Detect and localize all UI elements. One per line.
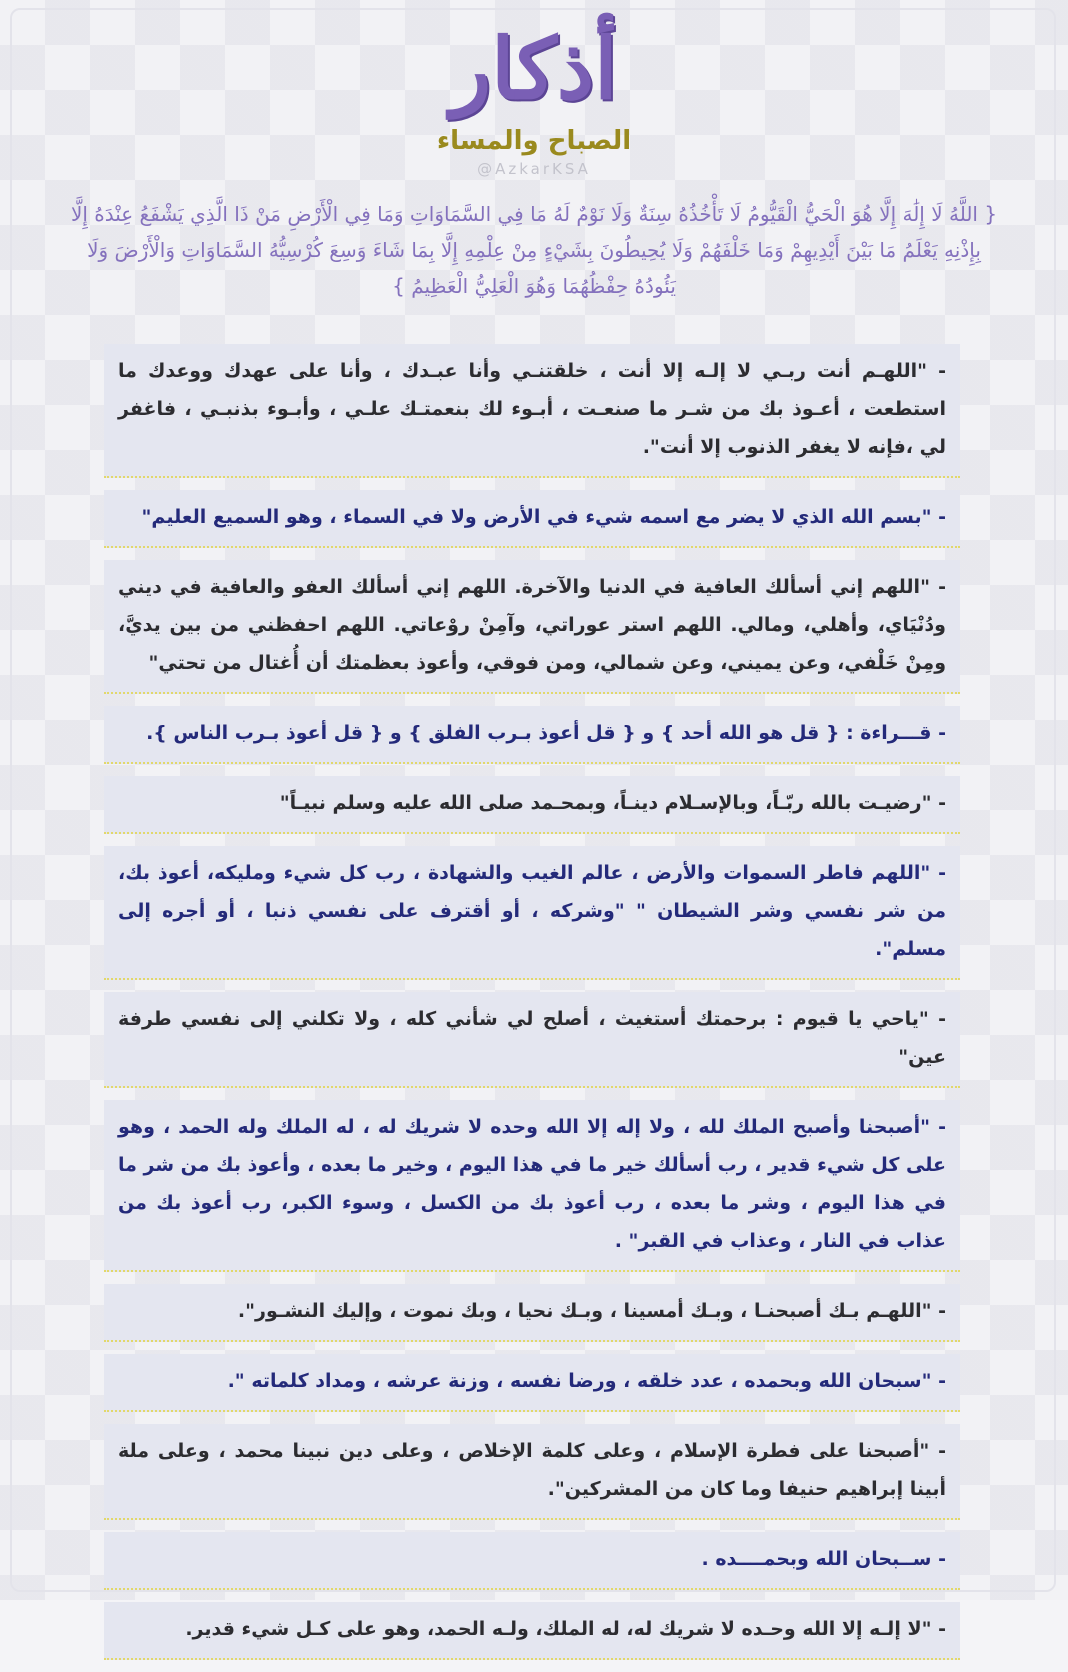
ayat-al-kursi: { اللَّهُ لَا إِلَٰهَ إِلَّا هُوَ الْحَيُّ الْقَيُّومُ لَا تَأْخُذُهُ سِنَةٌ وَلَا نَوْمٌ لَهُ مَا فِي السَّمَاوَاتِ وَمَا فِي الْأَرْضِ مَنْ ذَا الَّذِي يَشْفَعُ عِنْدَهُ إِلَّا بِإِذْنِهِ يَعْلَمُ مَا بَيْنَ أَيْدِيهِمْ وَمَا خَلْفَهُمْ وَلَا يُحِيطُونَ بِشَيْءٍ مِنْ عِلْمِهِ إِلَّا بِمَا شَاءَ وَسِعَ كُرْسِيُّهُ السَّمَاوَاتِ وَالْأَرْضَ وَلَا يَئُودُهُ حِفْظُهُمَا وَهُوَ الْعَلِيُّ الْعَظِيمُ } [70,202,998,298]
dua-item: - "لا إلـه إلا الله وحـده لا شريك له، له الملك، ولـه الحمد، وهو على كـل شيء قدير. [104,1602,960,1660]
header [0,14,1068,194]
dua-item: - "ياحي يا قيوم : برحمتك أستغيث ، أصلح لي شأني كله ، ولا تكلني إلى نفسي طرفة عين" [104,992,960,1088]
dua-item: - "اللهم إني أسألك العافية في الدنيا والآخرة. اللهم إني أسألك العفو والعافية في ديني ودُنْيَاي، وأهلي، ومالي. اللهم استر عوراتي، وآمِنْ روْعاتي. اللهم احفظني من بين يديَّ، ومِنْ خَلْفي، وعن يميني، وعن شمالي، ومن فوقي، وأعوذ بعظمتك أن أُغتال من تحتي" [104,560,960,694]
dua-item: - "سبحان الله وبحمده ، عدد خلقه ، ورضا نفسه ، وزنة عرشه ، ومداد كلماته ". [104,1354,960,1412]
dua-item: - ســبحان الله وبحمــــده . [104,1532,960,1590]
dua-item: - "أصبحنا وأصبح الملك لله ، ولا إله إلا الله وحده لا شريك له ، له الملك وله الحمد ، وهو على كل شيء قدير ، رب أسألك خير ما في هذا اليوم ، وخير ما بعده ، وأعوذ بك من شر ما في هذا اليوم ، وشر ما بعده ، رب أعوذ بك من الكسل ، وسوء الكبر، رب أعوذ بك من عذاب في النار ، وعذاب في القبر" . [104,1100,960,1272]
dua-item: - "اللهـم بـك أصبحنـا ، وبـك أمسينا ، وبـك نحيا ، وبك نموت ، وإليك النشـور". [104,1284,960,1342]
dua-item: - "بسم الله الذي لا يضر مع اسمه شيء في الأرض ولا في السماء ، وهو السميع العليم" [104,490,960,548]
social-handle: @AzkarKSA [477,160,591,178]
dua-item: - "اللهم فاطر السموات والأرض ، عالم الغيب والشهادة ، رب كل شيء ومليكه، أعوذ بك، من شر نفسي وشر الشيطان " "وشركه ، أو أقترف على نفسي ذنبا ، أو أجره إلى مسلم". [104,846,960,980]
dua-list [104,344,960,1672]
dua-item: - "أصبحنا على فطرة الإسلام ، وعلى كلمة الإخلاص ، وعلى دين نبينا محمد ، وعلى ملة أبينا إبراهيم حنيفا وما كان من المشركين". [104,1424,960,1520]
dua-item: - "رضيـت بالله ربّـاً، وبالإسـلام دينـاً، وبمحـمد صلى الله عليه وسلم نبيـاً" [104,776,960,834]
logo-subtitle: الصباح والمساء [436,126,632,156]
dua-item: - قـــراءة : { قل هو الله أحد } و { قل أعوذ بـرب الفلق } و { قل أعوذ بـرب الناس }. [104,706,960,764]
dua-item: - "اللهـم أنت ربـي لا إلـه إلا أنت ، خلقتنـي وأنا عبـدك ، وأنا على عهدك ووعدك ما استطعت ، أعـوذ بك من شـر ما صنعـت ، أبـوء لك بنعمتـك علـي ، وأبـوء بذنبـي ، فاغفر لي ،فإنه لا يغفر الذنوب إلا أنت". [104,344,960,478]
app-logo: أذكار [450,19,618,118]
